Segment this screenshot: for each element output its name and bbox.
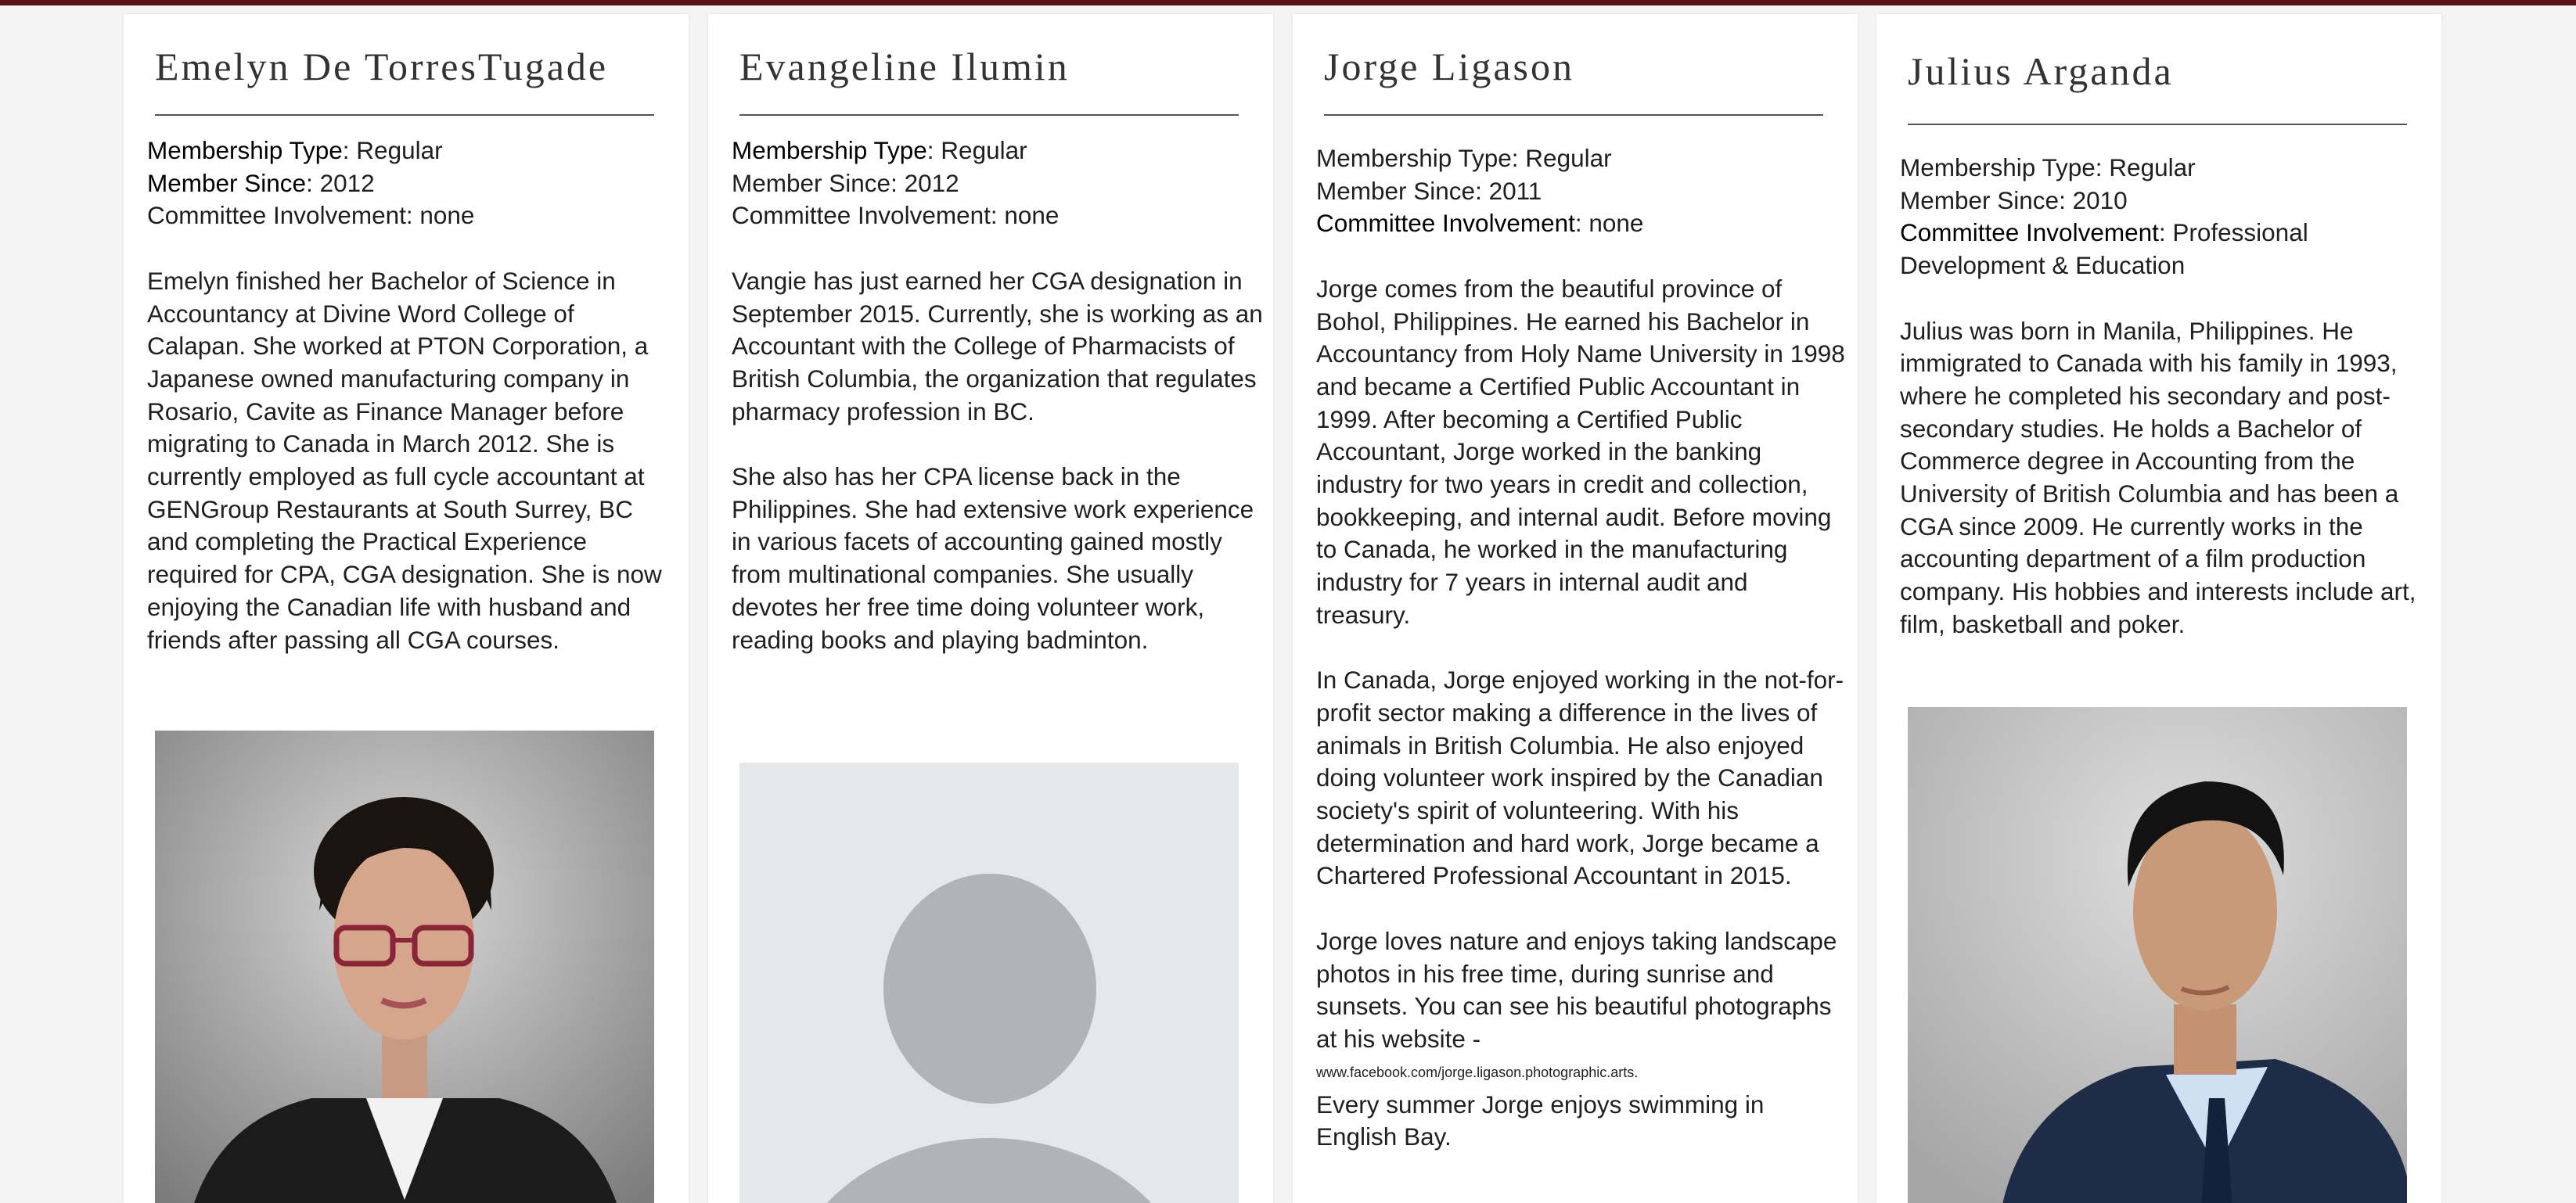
membership-type-value: : Regular xyxy=(926,136,1027,164)
member-photo xyxy=(155,731,654,1203)
committee-label: Committee Involvement xyxy=(1316,209,1575,238)
membership-type-label: Membership Type xyxy=(732,136,927,164)
committee-value: : Professional Development & Education xyxy=(1900,218,2308,280)
membership-type-label: Membership Type xyxy=(1900,153,2096,181)
member-since-label: Member Since xyxy=(1900,185,2060,214)
member-card-jorge xyxy=(1293,14,1858,1203)
member-details xyxy=(732,135,1264,689)
member-since-label: Member Since xyxy=(147,168,307,197)
committee-value: : none xyxy=(405,201,475,230)
member-photo xyxy=(1908,707,2407,1203)
committee-value: : none xyxy=(1574,209,1644,238)
member-bio-paragraph xyxy=(1316,925,1848,1154)
committee-label: Committee Involvement xyxy=(147,201,406,230)
committee-label: Committee Involvement xyxy=(732,201,991,230)
member-bio-paragraph: Julius was born in Manila, Philippines. He immigrated to Canada with his family in 1993, where he completed his secondary and post-secondary studies. He holds a Bachelor of Commerce degree in Accounting from the University of British Columbia and has been a CGA since 2009. He currently works in the accounting department of a film production company. His hobbies and interests include art, film, basketball and poker. xyxy=(1900,316,2416,638)
name-divider xyxy=(155,114,654,116)
committee-value: : none xyxy=(990,201,1060,230)
member-bio-paragraph: Vangie has just earned her CGA designation in September 2015. Currently, she is working as an Accountant with the College of Pharmacists of British Columbia, the organization that regulates pharmacy profession in BC. xyxy=(732,266,1263,426)
member-photo-placeholder xyxy=(739,763,1239,1203)
member-name: Emelyn De TorresTugade xyxy=(155,45,609,88)
website-link[interactable]: www.facebook.com/jorge.ligason.photographic.arts. xyxy=(1316,1064,1639,1080)
name-divider xyxy=(1908,124,2407,125)
top-accent-bar xyxy=(0,0,2576,5)
member-bio-paragraph: Emelyn finished her Bachelor of Science in Accountancy at Divine Word College of Calapan. She worked at PTON Corporation, a Japanese owned manufacturing company in Rosario, Cavite as Finance Manager before migrating to Canada in March 2012. She is currently employed as full cycle accountant at GENGroup Restaurants at South Surrey, BC and completing the Practical Experience required for CPA, CGA designation. She is now enjoying the Canadian life with husband and friends after passing all CGA courses. xyxy=(147,266,662,654)
membership-type-value: : Regular xyxy=(2095,153,2196,181)
placeholder-avatar-head-icon xyxy=(883,874,1096,1104)
membership-type-value: : Regular xyxy=(342,136,443,164)
member-meta xyxy=(147,135,679,232)
member-details xyxy=(1316,142,1848,1154)
member-bio-paragraph: She also has her CPA license back in the Philippines. She had extensive work experience in various facets of accounting gained mostly from multinational companies. She usually devotes her free time doing volunteer work, reading books and playing badminton. xyxy=(732,462,1254,654)
member-details xyxy=(1900,152,2432,673)
member-card-julius xyxy=(1876,14,2441,1203)
member-since-value: : 2010 xyxy=(2059,185,2128,214)
membership-type-label: Membership Type xyxy=(147,136,343,164)
member-name: Evangeline Ilumin xyxy=(739,45,1070,88)
member-name: Julius Arganda xyxy=(1908,49,2174,93)
member-meta xyxy=(1316,142,1848,240)
member-card-evangeline xyxy=(708,14,1273,1203)
placeholder-avatar-body-icon xyxy=(786,1138,1193,1203)
member-bio-paragraph: Jorge comes from the beautiful province of Bohol, Philippines. He earned his Bachelor in Accountancy from Holy Name University in 1998 and became a Certified Public Accountant in 1999. After becoming a Certified Public Accountant, Jorge worked in the banking industry for two years in credit and collection, bookkeeping, and internal audit. Before moving to Canada, he worked in the manufacturing industry for 7 years in internal audit and treasury. xyxy=(1316,274,1845,629)
member-bio-paragraph: In Canada, Jorge enjoyed working in the not-for-profit sector making a difference in the lives of animals in British Columbia. He also enjoyed doing volunteer work inspired by the Canadian society's spirit of volunteering. With his determination and hard work, Jorge became a Chartered Professional Accountant in 2015. xyxy=(1316,666,1844,890)
member-since-value: : 2012 xyxy=(890,168,959,197)
portrait-photo-icon xyxy=(1908,707,2407,1203)
member-details xyxy=(147,135,679,689)
committee-label: Committee Involvement xyxy=(1900,218,2159,247)
membership-type-label: Membership Type xyxy=(1316,144,1512,172)
member-name: Jorge Ligason xyxy=(1324,45,1574,88)
member-since-label: Member Since xyxy=(1316,176,1476,205)
name-divider xyxy=(1324,114,1823,116)
bio-text: Jorge loves nature and enjoys taking landscape photos in his free time, during sunrise and sunsets. You can see his beautiful photographs at his website - xyxy=(1316,926,1837,1053)
member-since-value: : 2012 xyxy=(306,168,375,197)
member-meta xyxy=(1900,152,2432,282)
membership-type-value: : Regular xyxy=(1511,144,1612,172)
member-card-emelyn xyxy=(124,14,689,1203)
member-since-label: Member Since xyxy=(732,168,891,197)
member-meta xyxy=(732,135,1264,232)
name-divider xyxy=(739,114,1239,116)
member-since-value: : 2011 xyxy=(1475,176,1542,205)
portrait-photo-icon xyxy=(155,731,654,1203)
bio-text: Every summer Jorge enjoys swimming in English Bay. xyxy=(1316,1090,1765,1151)
